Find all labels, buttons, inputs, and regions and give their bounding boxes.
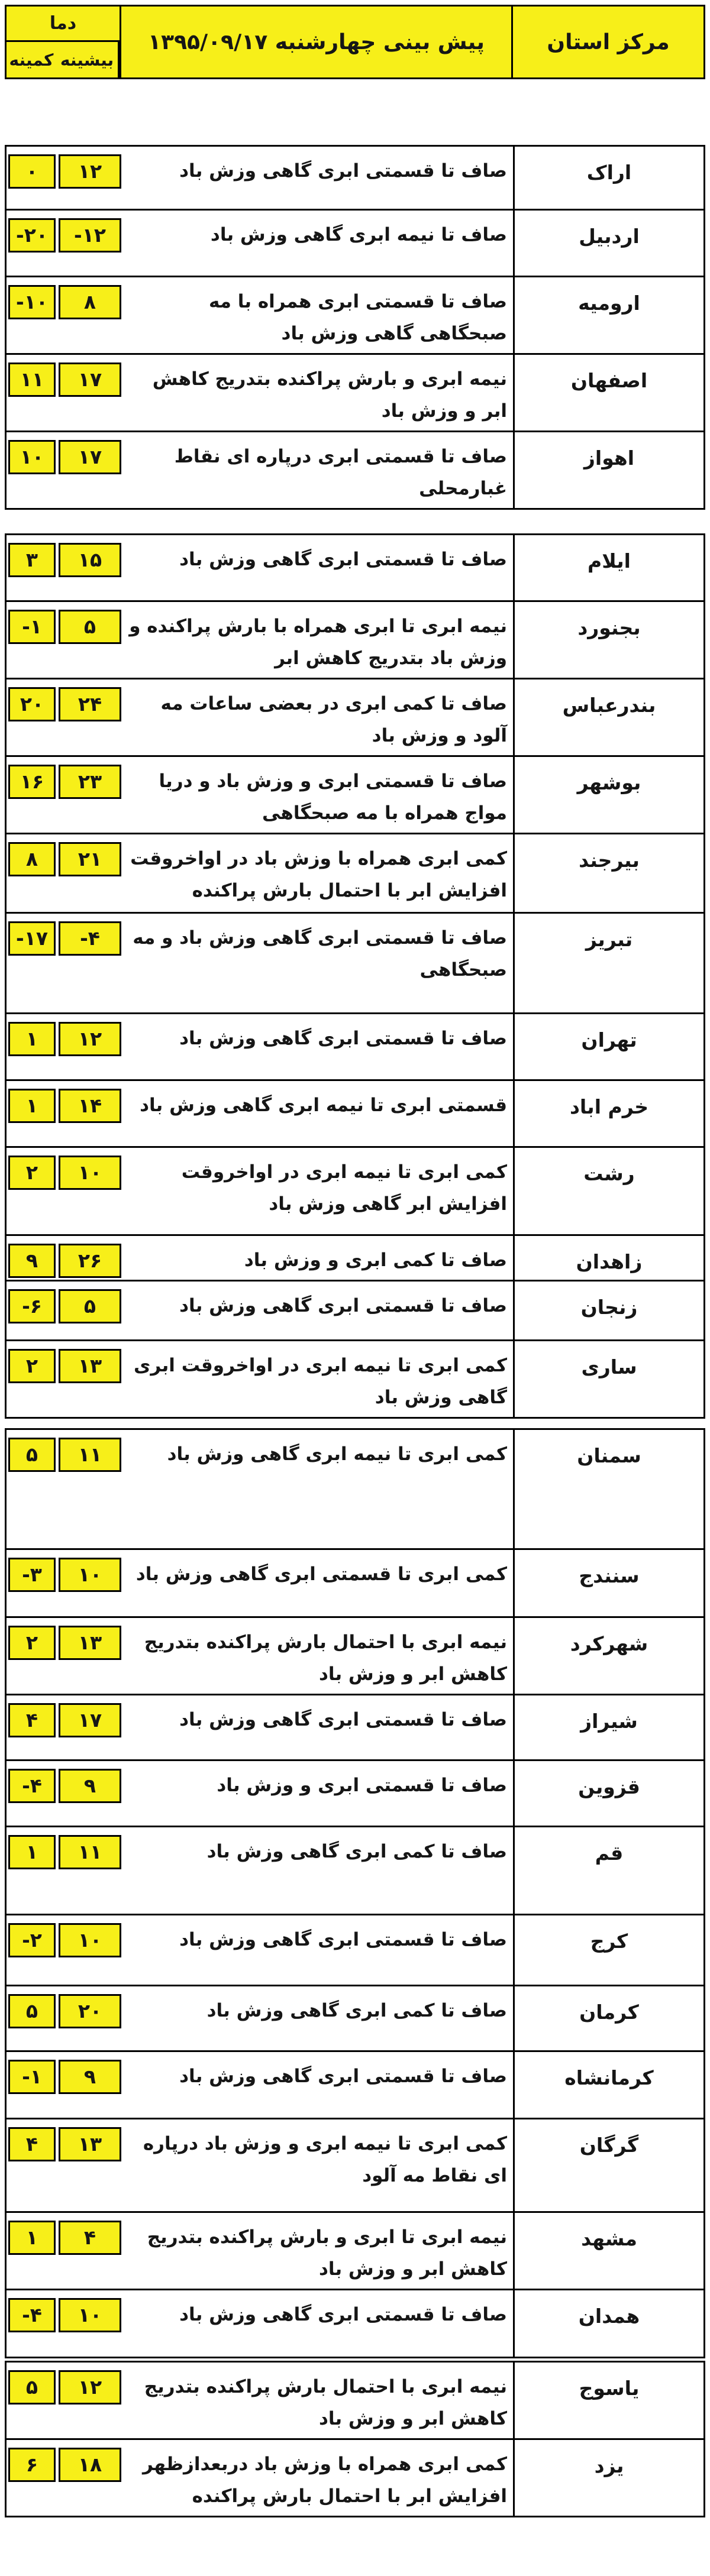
table-row (7, 1694, 703, 1759)
province-name: ایلام (513, 535, 703, 600)
temp-max-value: ۱۷ (59, 363, 121, 397)
temp-max-value: ۱۰ (59, 1923, 121, 1957)
table-row (7, 2363, 703, 2438)
forecast-text: نیمه ابری و بارش پراکنده بتدریج کاهش ابر و وزش باد (152, 368, 507, 422)
table-row (7, 1012, 703, 1079)
temp-min-value: -۱ (8, 2060, 56, 2094)
temp-max-value: ۱۳ (59, 2127, 121, 2161)
temperature-cells (7, 1550, 123, 1616)
forecast-text: صاف تا قسمتی ابری گاهی وزش باد (179, 549, 507, 570)
forecast-text: صاف تا کمی ابری و وزش باد (244, 1250, 507, 1271)
province-name: شهرکرد (513, 1618, 703, 1694)
temperature-cells (7, 277, 123, 353)
temp-max-value: ۲۴ (59, 687, 121, 721)
table-row (7, 1914, 703, 1985)
table-row (7, 209, 703, 276)
province-name: یزد (513, 2440, 703, 2516)
temp-min-value: ۰ (8, 154, 56, 189)
forecast-text: صاف تا قسمتی ابری گاهی وزش باد و مه صبحگاهی (133, 927, 507, 980)
temperature-cells (7, 2290, 123, 2357)
forecast-text: صاف تا قسمتی ابری گاهی وزش باد (179, 1709, 507, 1730)
province-name: تهران (513, 1014, 703, 1079)
table-row (7, 1616, 703, 1694)
temp-max-value: ۵ (59, 1289, 121, 1323)
temp-min-value: -۴ (8, 1769, 56, 1803)
temp-min-value: ۱ (8, 2221, 56, 2255)
temp-max-value: ۱۲ (59, 154, 121, 189)
temperature-cells (7, 1341, 123, 1417)
temperature-cells (7, 147, 123, 209)
table-row (7, 1234, 703, 1280)
forecast-text: صاف تا کمی ابری در بعضی ساعات مه آلود و وزش باد (160, 693, 507, 746)
table-row (7, 1280, 703, 1339)
temp-max-value: ۱۱ (59, 1438, 121, 1472)
temperature-cells (7, 914, 123, 1012)
table-section (5, 1428, 705, 2358)
table-row (7, 1146, 703, 1234)
temperature-cells (7, 1236, 123, 1280)
temp-max-value: ۱۵ (59, 543, 121, 577)
province-name: یاسوج (513, 2363, 703, 2438)
table-row (7, 600, 703, 678)
table-row (7, 1985, 703, 2050)
temp-min-value: ۴ (8, 2127, 56, 2161)
province-name: کرمان (513, 1986, 703, 2050)
table-row (7, 1548, 703, 1616)
temp-max-value: ۱۰ (59, 1156, 121, 1190)
temperature-cells (7, 757, 123, 833)
forecast-text: صاف تا قسمتی ابری و وزش باد و دریا مواج همراه با مه صبحگاهی (159, 771, 507, 824)
forecast-text: کمی ابری تا نیمه ابری و وزش باد درپاره ای نقاط مه آلود (143, 2133, 507, 2186)
temp-min-value: ۲۰ (8, 687, 56, 721)
province-name: قم (513, 1827, 703, 1914)
province-name: همدان (513, 2290, 703, 2357)
temperature-cells (7, 211, 123, 276)
temp-max-value: ۹ (59, 2060, 121, 2094)
temp-min-value: ۱ (8, 1089, 56, 1123)
forecast-text: صاف تا قسمتی ابری گاهی وزش باد (179, 160, 507, 182)
temp-max-value: ۴ (59, 2221, 121, 2255)
temperature-cells (7, 2363, 123, 2438)
temperature-cells (7, 2052, 123, 2118)
table-row (7, 431, 703, 508)
temp-min-value: -۴ (8, 2298, 56, 2332)
table-row (7, 833, 703, 912)
temp-min-value: -۶ (8, 1289, 56, 1323)
forecast-text: کمی ابری تا نیمه ابری در اواخروقت افزایش ابر گاهی وزش باد (181, 1161, 507, 1215)
temp-min-value: ۲ (8, 1349, 56, 1383)
temp-min-value: -۱۷ (8, 921, 56, 956)
forecast-text: صاف تا قسمتی ابری و وزش باد (217, 1775, 507, 1796)
forecast-text: صاف تا کمی ابری گاهی وزش باد (206, 2000, 507, 2021)
temp-max-value: -۴ (59, 921, 121, 956)
temp-max-value: ۱۸ (59, 2448, 121, 2482)
province-name: اهواز (513, 432, 703, 508)
province-name: ارومیه (513, 277, 703, 353)
province-name: اصفهان (513, 355, 703, 431)
temperature-cells (7, 432, 123, 508)
header-province-label: مرکز استان (511, 7, 703, 77)
temp-max-value: ۱۷ (59, 1703, 121, 1737)
forecast-text: صاف تا کمی ابری گاهی وزش باد (206, 1841, 507, 1862)
temp-min-value: -۲ (8, 1923, 56, 1957)
province-name: سمنان (513, 1430, 703, 1548)
table-row (7, 1826, 703, 1914)
province-name: اردبیل (513, 211, 703, 276)
table-row (7, 912, 703, 1012)
temp-max-value: ۲۶ (59, 1244, 121, 1278)
table-row (7, 755, 703, 833)
temp-max-value: -۱۲ (59, 218, 121, 253)
forecast-text: صاف تا قسمتی ابری گاهی وزش باد (179, 1028, 507, 1049)
forecast-text: کمی ابری همراه با وزش باد دربعدازظهر افزایش ابر با احتمال بارش پراکنده (143, 2454, 507, 2507)
forecast-text: کمی ابری همراه با وزش باد در اواخروقت افزایش ابر با احتمال بارش پراکنده (130, 848, 507, 901)
temperature-cells (7, 1148, 123, 1234)
province-name: بجنورد (513, 602, 703, 678)
header-temp-label: دما (7, 7, 120, 42)
temperature-cells (7, 355, 123, 431)
province-name: گرگان (513, 2119, 703, 2211)
header-forecast-label: پیش بینی چهارشنبه ۱۳۹۵/۰۹/۱۷ (120, 7, 511, 77)
temp-max-value: ۲۱ (59, 842, 121, 876)
temp-min-value: -۳ (8, 1558, 56, 1592)
province-name: شیراز (513, 1695, 703, 1759)
table-row (7, 2289, 703, 2357)
table-row (7, 1339, 703, 1417)
forecast-text: صاف تا قسمتی ابری همراه با مه صبحگاهی گاهی وزش باد (208, 291, 507, 344)
temperature-cells (7, 1695, 123, 1759)
temp-max-value: ۹ (59, 1769, 121, 1803)
temp-min-value: ۴ (8, 1703, 56, 1737)
temp-min-value: ۵ (8, 1994, 56, 2028)
temp-min-value: ۵ (8, 2370, 56, 2405)
temp-max-value: ۱۷ (59, 440, 121, 474)
temp-min-value: ۱۱ (8, 363, 56, 397)
temp-max-value: ۱۰ (59, 2298, 121, 2332)
forecast-text: کمی ابری تا نیمه ابری گاهی وزش باد (167, 1444, 507, 1465)
temperature-cells (7, 1986, 123, 2050)
table-row (7, 2211, 703, 2289)
province-name: مشهد (513, 2213, 703, 2289)
table-row (7, 2118, 703, 2211)
temp-min-value: ۵ (8, 1438, 56, 1472)
forecast-text: صاف تا قسمتی ابری درپاره ای نقاط غبارمحلی (174, 446, 507, 499)
temp-min-value: ۱۶ (8, 765, 56, 799)
table-body (5, 145, 705, 2517)
temp-min-value: -۲۰ (8, 218, 56, 253)
forecast-text: کمی ابری تا نیمه ابری در اواخروقت ابری گاهی وزش باد (133, 1355, 507, 1408)
temp-max-value: ۲۳ (59, 765, 121, 799)
temperature-cells (7, 2440, 123, 2516)
temperature-cells (7, 602, 123, 678)
province-name: خرم اباد (513, 1081, 703, 1146)
temperature-cells (7, 2213, 123, 2289)
table-row (7, 2050, 703, 2118)
forecast-text: نیمه ابری تا ابری و بارش پراکنده بتدریج کاهش ابر و وزش باد (147, 2227, 507, 2280)
province-name: قزوین (513, 1761, 703, 1826)
header-temperature-group (7, 7, 120, 77)
province-name: کرمانشاه (513, 2052, 703, 2118)
temp-min-value: ۱۰ (8, 440, 56, 474)
province-name: زاهدان (513, 1236, 703, 1280)
table-row (7, 678, 703, 755)
province-name: رشت (513, 1148, 703, 1234)
table-section (5, 2361, 705, 2517)
forecast-text: صاف تا قسمتی ابری گاهی وزش باد (179, 2304, 507, 2325)
temp-max-value: ۱۱ (59, 1835, 121, 1869)
temperature-cells (7, 1915, 123, 1985)
province-name: کرج (513, 1915, 703, 1985)
temp-min-value: ۳ (8, 543, 56, 577)
table-row (7, 353, 703, 431)
table-row (7, 1430, 703, 1548)
temperature-cells (7, 1618, 123, 1694)
table-row (7, 535, 703, 600)
temperature-cells (7, 834, 123, 912)
table-row (7, 1759, 703, 1826)
temp-max-value: ۱۲ (59, 1022, 121, 1056)
temp-max-value: ۱۰ (59, 1558, 121, 1592)
province-name: ساری (513, 1341, 703, 1417)
temp-max-value: ۸ (59, 285, 121, 319)
forecast-text: قسمتی ابری تا نیمه ابری گاهی وزش باد (140, 1095, 507, 1116)
province-name: بندرعباس (513, 679, 703, 755)
temperature-cells (7, 1081, 123, 1146)
forecast-text: صاف تا قسمتی ابری گاهی وزش باد (179, 2066, 507, 2087)
province-name: بوشهر (513, 757, 703, 833)
temperature-cells (7, 535, 123, 600)
forecast-text: صاف تا قسمتی ابری گاهی وزش باد (179, 1295, 507, 1316)
temp-max-value: ۲۰ (59, 1994, 121, 2028)
temp-min-value: ۹ (8, 1244, 56, 1278)
forecast-sheet (5, 5, 705, 2517)
temperature-cells (7, 1430, 123, 1548)
temperature-cells (7, 1281, 123, 1339)
temp-min-value: ۱ (8, 1835, 56, 1869)
province-name: بیرجند (513, 834, 703, 912)
temp-max-value: ۱۳ (59, 1349, 121, 1383)
header-max-label: بیشینه (56, 42, 120, 77)
province-name: تبریز (513, 914, 703, 1012)
forecast-text: کمی ابری تا قسمتی ابری گاهی وزش باد (135, 1564, 507, 1585)
temperature-cells (7, 679, 123, 755)
table-section (5, 145, 705, 510)
province-name: سنندج (513, 1550, 703, 1616)
table-row (7, 147, 703, 209)
temp-max-value: ۱۲ (59, 2370, 121, 2405)
temp-min-value: ۱ (8, 1022, 56, 1056)
forecast-text: صاف تا قسمتی ابری گاهی وزش باد (179, 1929, 507, 1950)
temp-min-value: ۶ (8, 2448, 56, 2482)
table-row (7, 2438, 703, 2516)
province-name: زنجان (513, 1281, 703, 1339)
temp-max-value: ۱۳ (59, 1626, 121, 1660)
table-header (5, 5, 705, 79)
table-row (7, 276, 703, 353)
province-name: اراک (513, 147, 703, 209)
temperature-cells (7, 1827, 123, 1914)
temperature-cells (7, 1014, 123, 1079)
temp-min-value: -۱۰ (8, 285, 56, 319)
forecast-text: نیمه ابری با احتمال بارش پراکنده بتدریج کاهش ابر و وزش باد (144, 2376, 507, 2429)
table-section (5, 533, 705, 1419)
forecast-text: نیمه ابری تا ابری همراه با بارش پراکنده و وزش باد بتدریج کاهش ابر (129, 616, 507, 669)
temp-min-value: -۱ (8, 610, 56, 644)
temp-max-value: ۵ (59, 610, 121, 644)
header-temp-sublabels (7, 42, 120, 77)
temp-min-value: ۲ (8, 1626, 56, 1660)
forecast-text: صاف تا نیمه ابری گاهی وزش باد (210, 224, 507, 245)
temp-min-value: ۸ (8, 842, 56, 876)
temp-min-value: ۲ (8, 1156, 56, 1190)
header-min-label: کمینه (9, 50, 54, 70)
temp-max-value: ۱۴ (59, 1089, 121, 1123)
forecast-text: نیمه ابری با احتمال بارش پراکنده بتدریج کاهش ابر و وزش باد (144, 1632, 507, 1685)
temperature-cells (7, 2119, 123, 2211)
table-row (7, 1079, 703, 1146)
temperature-cells (7, 1761, 123, 1826)
